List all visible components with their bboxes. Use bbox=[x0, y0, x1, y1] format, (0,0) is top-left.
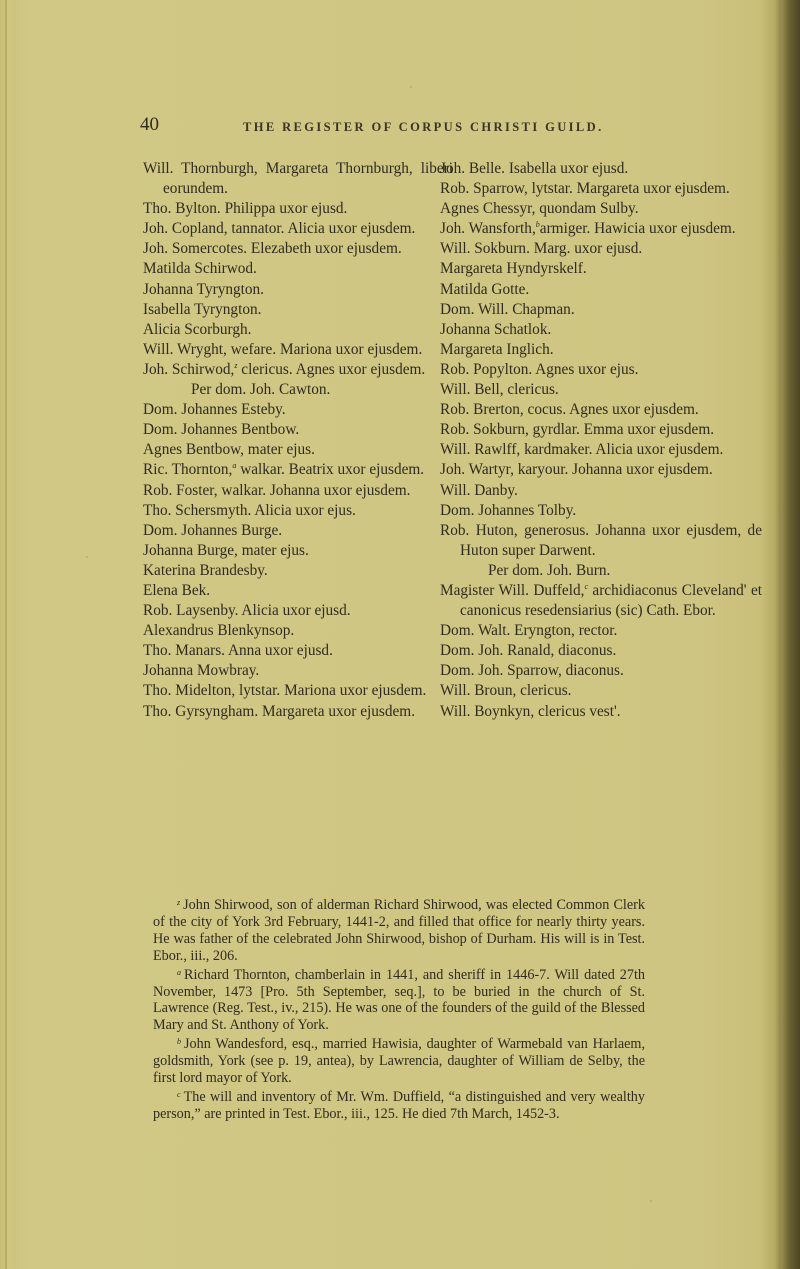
register-entry: Agnes Chessyr, quondam Sulby. bbox=[440, 200, 639, 218]
page-number: 40 bbox=[140, 114, 159, 135]
register-entry: Will. Broun, clericus. bbox=[440, 682, 572, 700]
footnote bbox=[153, 1087, 645, 1123]
left-column bbox=[143, 159, 453, 722]
register-entry: Will. Boynkyn, clericus vest'. bbox=[440, 702, 621, 720]
register-entry: Tho. Schersmyth. Alicia uxor ejus. bbox=[143, 501, 356, 519]
register-entry: Dom. Will. Chapman. bbox=[440, 300, 575, 318]
register-entry: Rob. Huton, generosus. Johanna uxor ejusdem, de Huton super Darwent. bbox=[440, 521, 762, 559]
register-entry: Rob. Sokburn, gyrdlar. Emma uxor ejusdem. bbox=[440, 421, 715, 439]
register-entry: Isabella Tyryngton. bbox=[143, 300, 262, 318]
paper-speck bbox=[86, 556, 88, 558]
register-entry: Johanna Burge, mater ejus. bbox=[143, 541, 309, 559]
footnote bbox=[153, 965, 645, 1035]
register-entry: Rob. Foster, walkar. Johanna uxor ejusdem. bbox=[143, 481, 411, 499]
footnote-marker: c bbox=[177, 1089, 181, 1099]
footnote-text: John Wandesford, esq., married Hawisia, daughter of Warmebald van Harlaem, goldsmith, York (see p. 19, antea), by Lawrencia, daughter of William de Selby, the first lord mayor of York. bbox=[153, 1036, 645, 1087]
right-column bbox=[440, 159, 762, 722]
register-entry: Elena Bek. bbox=[143, 581, 211, 599]
footnote-marker[interactable]: a bbox=[232, 461, 237, 471]
entry-detail: armiger. Hawicia uxor ejusdem. bbox=[539, 220, 736, 238]
footnote bbox=[153, 895, 645, 965]
register-entry: Katerina Brandesby. bbox=[143, 561, 268, 579]
entry-name: Joh. Schirwod, bbox=[143, 360, 235, 378]
running-title: THE REGISTER OF CORPUS CHRISTI GUILD. bbox=[243, 120, 604, 134]
register-entry: Margareta Hyndyrskelf. bbox=[440, 260, 587, 278]
register-entry: Dom. Johannes Bentbow. bbox=[143, 421, 300, 439]
register-entry: Dom. Joh. Ranald, diaconus. bbox=[440, 642, 617, 660]
register-entry: Rob. Laysenby. Alicia uxor ejusd. bbox=[143, 602, 351, 620]
footnotes bbox=[153, 895, 645, 1123]
running-head bbox=[140, 114, 660, 142]
register-entry: Rob. Brerton, cocus. Agnes uxor ejusdem. bbox=[440, 401, 699, 419]
register-entry: Tho. Manars. Anna uxor ejusd. bbox=[143, 642, 333, 660]
paper-speck bbox=[410, 86, 412, 88]
entry-detail: archidiaconus Cleveland' et canonicus resedensiarius (sic) Cath. Ebor. bbox=[460, 581, 762, 620]
register-entry: Margareta Inglich. bbox=[440, 340, 554, 358]
register-entry: Dom. Walt. Eryngton, rector. bbox=[440, 622, 618, 640]
entry-name: Joh. Wansforth, bbox=[440, 220, 536, 238]
section-subheading: Per dom. Joh. Cawton. bbox=[191, 381, 331, 399]
register-entry: Joh. Belle. Isabella uxor ejusd. bbox=[440, 160, 629, 177]
register-entry bbox=[143, 360, 453, 380]
register-entry: Rob. Popylton. Agnes uxor ejus. bbox=[440, 360, 639, 378]
register-entry: Johanna Tyryngton. bbox=[143, 280, 265, 298]
footnote-marker[interactable]: b bbox=[535, 220, 540, 230]
register-entry: Dom. Johannes Burge. bbox=[143, 521, 283, 539]
register-entry: Dom. Joh. Sparrow, diaconus. bbox=[440, 662, 624, 680]
section-subheading: Per dom. Joh. Burn. bbox=[488, 561, 611, 579]
register-entry: Matilda Schirwod. bbox=[143, 260, 257, 278]
footnote-marker[interactable]: z bbox=[234, 360, 238, 370]
register-entry: Dom. Johannes Tolby. bbox=[440, 501, 577, 519]
gutter-line bbox=[5, 0, 7, 1269]
entry-detail: walkar. Beatrix uxor ejusdem. bbox=[236, 461, 425, 479]
register-entry: Joh. Copland, tannator. Alicia uxor ejusdem. bbox=[143, 220, 416, 238]
register-entry: Dom. Johannes Esteby. bbox=[143, 401, 286, 419]
register-entry: Joh. Somercotes. Elezabeth uxor ejusdem. bbox=[143, 240, 402, 258]
register-entry: Will. Rawlff, kardmaker. Alicia uxor ejusdem. bbox=[440, 441, 724, 459]
register-entry: Will. Sokburn. Marg. uxor ejusd. bbox=[440, 240, 643, 258]
register-entry: Agnes Bentbow, mater ejus. bbox=[143, 441, 315, 459]
register-entry: Alicia Scorburgh. bbox=[143, 320, 252, 338]
footnote-marker: a bbox=[177, 967, 181, 977]
register-entry: Joh. Wartyr, karyour. Johanna uxor ejusdem. bbox=[440, 461, 713, 479]
paper-speck bbox=[650, 1200, 652, 1202]
footnote-marker[interactable]: c bbox=[584, 581, 588, 591]
register-entry bbox=[440, 219, 762, 239]
footnote-marker: b bbox=[177, 1037, 181, 1047]
register-entry: Tho. Bylton. Philippa uxor ejusd. bbox=[143, 200, 348, 218]
footnote-text: John Shirwood, son of alderman Richard Shirwood, was elected Common Clerk of the city of York 3rd February, 1441-2, and filled that office for nearly thirty years. He was father of the celebrated John Shirwood, bishop of Durham. His will is in Test. Ebor., iii., 206. bbox=[153, 897, 645, 964]
register-entry bbox=[143, 460, 453, 480]
entry-name: Ric. Thornton, bbox=[143, 461, 233, 479]
footnote-text: The will and inventory of Mr. Wm. Duffield, “a distinguished and very wealthy person,” are printed in Test. Ebor., iii., 125. He died 7th March, 1452-3. bbox=[153, 1088, 645, 1122]
register-entry: Rob. Sparrow, lytstar. Margareta uxor ejusdem. bbox=[440, 180, 730, 198]
footnote-text: Richard Thornton, chamberlain in 1441, and sheriff in 1446-7. Will dated 27th November, 1473 [Pro. 5th September, seq.], to be buried in the church of St. Lawrence (Reg. Test., iv., 215). He was one of the founders of the guild of the Blessed Mary and St. Anthony of York. bbox=[153, 966, 645, 1034]
register-entry: Johanna Mowbray. bbox=[143, 662, 260, 680]
register-entry: Matilda Gotte. bbox=[440, 280, 530, 298]
register-entry bbox=[440, 581, 762, 621]
register-entry: Tho. Gyrsyngham. Margareta uxor ejusdem. bbox=[143, 702, 416, 720]
entry-detail: clericus. Agnes uxor ejusdem. bbox=[237, 360, 426, 378]
footnote bbox=[153, 1034, 645, 1087]
register-entry: Johanna Schatlok. bbox=[440, 320, 552, 338]
footnote-marker: z bbox=[177, 898, 181, 907]
register-entry: Alexandrus Blenkynsop. bbox=[143, 622, 295, 640]
page-edge-shadow bbox=[781, 0, 800, 1269]
register-entry: Will. Danby. bbox=[440, 481, 518, 499]
register-entry: Will. Bell, clericus. bbox=[440, 381, 559, 399]
entry-name: Magister Will. Duffeld, bbox=[440, 581, 585, 599]
register-entry: Will. Wryght, wefare. Mariona uxor ejusdem. bbox=[143, 340, 423, 358]
register-entry: Tho. Midelton, lytstar. Mariona uxor ejusdem. bbox=[143, 682, 427, 700]
register-entry: Will. Thornburgh, Margareta Thornburgh, liberi eorundem. bbox=[143, 160, 453, 198]
